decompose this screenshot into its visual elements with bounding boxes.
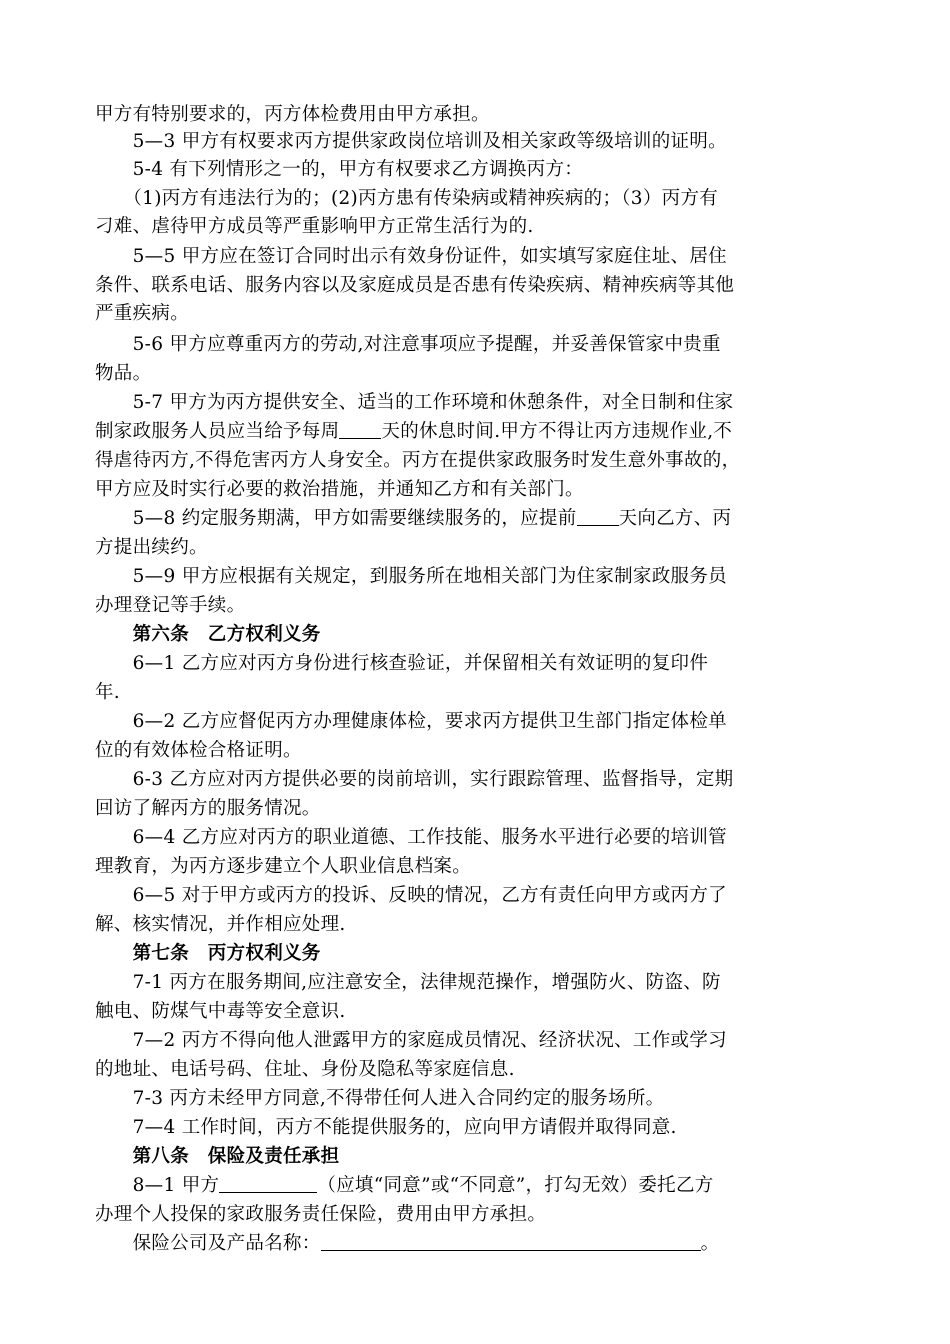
- text-line: 回访了解丙方的服务情况。: [95, 798, 321, 819]
- text-line: 解、核实情况，并作相应处理.: [95, 914, 346, 935]
- clause-8-1: [95, 1172, 875, 1200]
- fill-in-blank[interactable]: [339, 420, 381, 439]
- text-segment: 。: [700, 1233, 720, 1254]
- text-line: 物品。: [95, 363, 152, 384]
- text-line: 方提出续约。: [95, 537, 208, 558]
- text-segment: 制家政服务人员应当给予每周: [95, 421, 340, 442]
- insurance-company-blank[interactable]: [321, 1232, 701, 1251]
- clause-7-1: 7-1 丙方在服务期间,应注意安全，法律规范操作，增强防火、防盗、防: [95, 972, 721, 993]
- fill-in-blank[interactable]: [577, 507, 619, 526]
- text-segment: 5—8 约定服务期满，甲方如需要继续服务的，应提前: [95, 508, 577, 529]
- text-line: 年.: [95, 682, 120, 703]
- insurance-company-label: 保险公司及产品名称：: [95, 1233, 321, 1254]
- text-line: 严重疾病。: [95, 303, 190, 324]
- text-line: 办理个人投保的家政服务责任保险，费用由甲方承担。: [95, 1204, 547, 1225]
- text-segment: （应填“同意”或“不同意”，打勾无效）委托乙方: [317, 1175, 714, 1196]
- text-line: 办理登记等手续。: [95, 595, 246, 616]
- clause-6-1: 6—1 乙方应对丙方身份进行核查验证，并保留相关有效证明的复印件: [95, 653, 709, 674]
- text-line: （1)丙方有违法行为的；(2)丙方患有传染病或精神疾病的；（3）丙方有: [95, 188, 719, 209]
- text-line: 甲方应及时实行必要的救治措施，并通知乙方和有关部门。: [95, 479, 584, 500]
- text-segment: 天的休息时间.甲方不得让丙方违规作业,不: [381, 421, 733, 442]
- clause-6-3: 6-3 乙方应对丙方提供必要的岗前培训，实行跟踪管理、监督指导，定期: [95, 769, 734, 790]
- clause-6-5: 6—5 对于甲方或丙方的投诉、反映的情况，乙方有责任向甲方或丙方了: [95, 885, 727, 906]
- clause-6-4: 6—4 乙方应对丙方的职业道德、工作技能、服务水平进行必要的培训管: [95, 827, 727, 848]
- text-line: 的地址、电话号码、住址、身份及隐私等家庭信息.: [95, 1059, 515, 1080]
- clause-6-2: 6—2 乙方应督促丙方办理健康体检，要求丙方提供卫生部门指定体检单: [95, 711, 727, 732]
- text-segment: 8—1 甲方: [95, 1175, 220, 1196]
- section-heading-article-6: 第六条 乙方权利义务: [95, 624, 321, 645]
- clause-5-7: 5-7 甲方为丙方提供安全、适当的工作环境和休憩条件，对全日制和住家: [95, 392, 734, 413]
- clause-5-3: 5—3 甲方有权要求丙方提供家政岗位培训及相关家政等级培训的证明。: [95, 131, 727, 152]
- clause-7-4: 7—4 工作时间，丙方不能提供服务的，应向甲方请假并取得同意.: [95, 1117, 677, 1138]
- insurance-company-line: [95, 1230, 875, 1258]
- section-heading-article-7: 第七条 丙方权利义务: [95, 943, 321, 964]
- text-line: 得虐待丙方,不得危害丙方人身安全。丙方在提供家政服务时发生意外事故的，: [95, 450, 741, 471]
- clause-5-5: 5—5 甲方应在签订合同时出示有效身份证件，如实填写家庭住址、居住: [95, 246, 727, 267]
- clause-5-9: 5—9 甲方应根据有关规定，到服务所在地相关部门为住家制家政服务员: [95, 566, 727, 587]
- section-heading-article-8: 第八条 保险及责任承担: [95, 1146, 340, 1167]
- clause-7-3: 7-3 丙方未经甲方同意,不得带任何人进入合同约定的服务场所。: [95, 1088, 665, 1109]
- text-segment: 天向乙方、丙: [618, 508, 732, 529]
- clause-5-8: [95, 505, 875, 533]
- text-line: 条件、联系电话、服务内容以及家庭成员是否患有传染疾病、精神疾病等其他: [95, 275, 735, 296]
- clause-5-4: 5-4 有下列情形之一的，甲方有权要求乙方调换丙方：: [95, 159, 584, 180]
- text-line: 理教育，为丙方逐步建立个人职业信息档案。: [95, 856, 472, 877]
- clause-7-2: 7—2 丙方不得向他人泄露甲方的家庭成员情况、经济状况、工作或学习: [95, 1030, 727, 1051]
- text-line: 甲方有特别要求的，丙方体检费用由甲方承担。: [95, 104, 490, 125]
- text-line: 刁难、虐待甲方成员等严重影响甲方正常生活行为的.: [95, 216, 534, 237]
- clause-5-6: 5-6 甲方应尊重丙方的劳动,对注意事项应予提醒，并妥善保管家中贵重: [95, 334, 721, 355]
- text-line: 触电、防煤气中毒等安全意识.: [95, 1001, 346, 1022]
- fill-in-blank-consent[interactable]: [219, 1174, 317, 1193]
- text-line: 位的有效体检合格证明。: [95, 740, 302, 761]
- text-line-with-blank: [95, 418, 875, 446]
